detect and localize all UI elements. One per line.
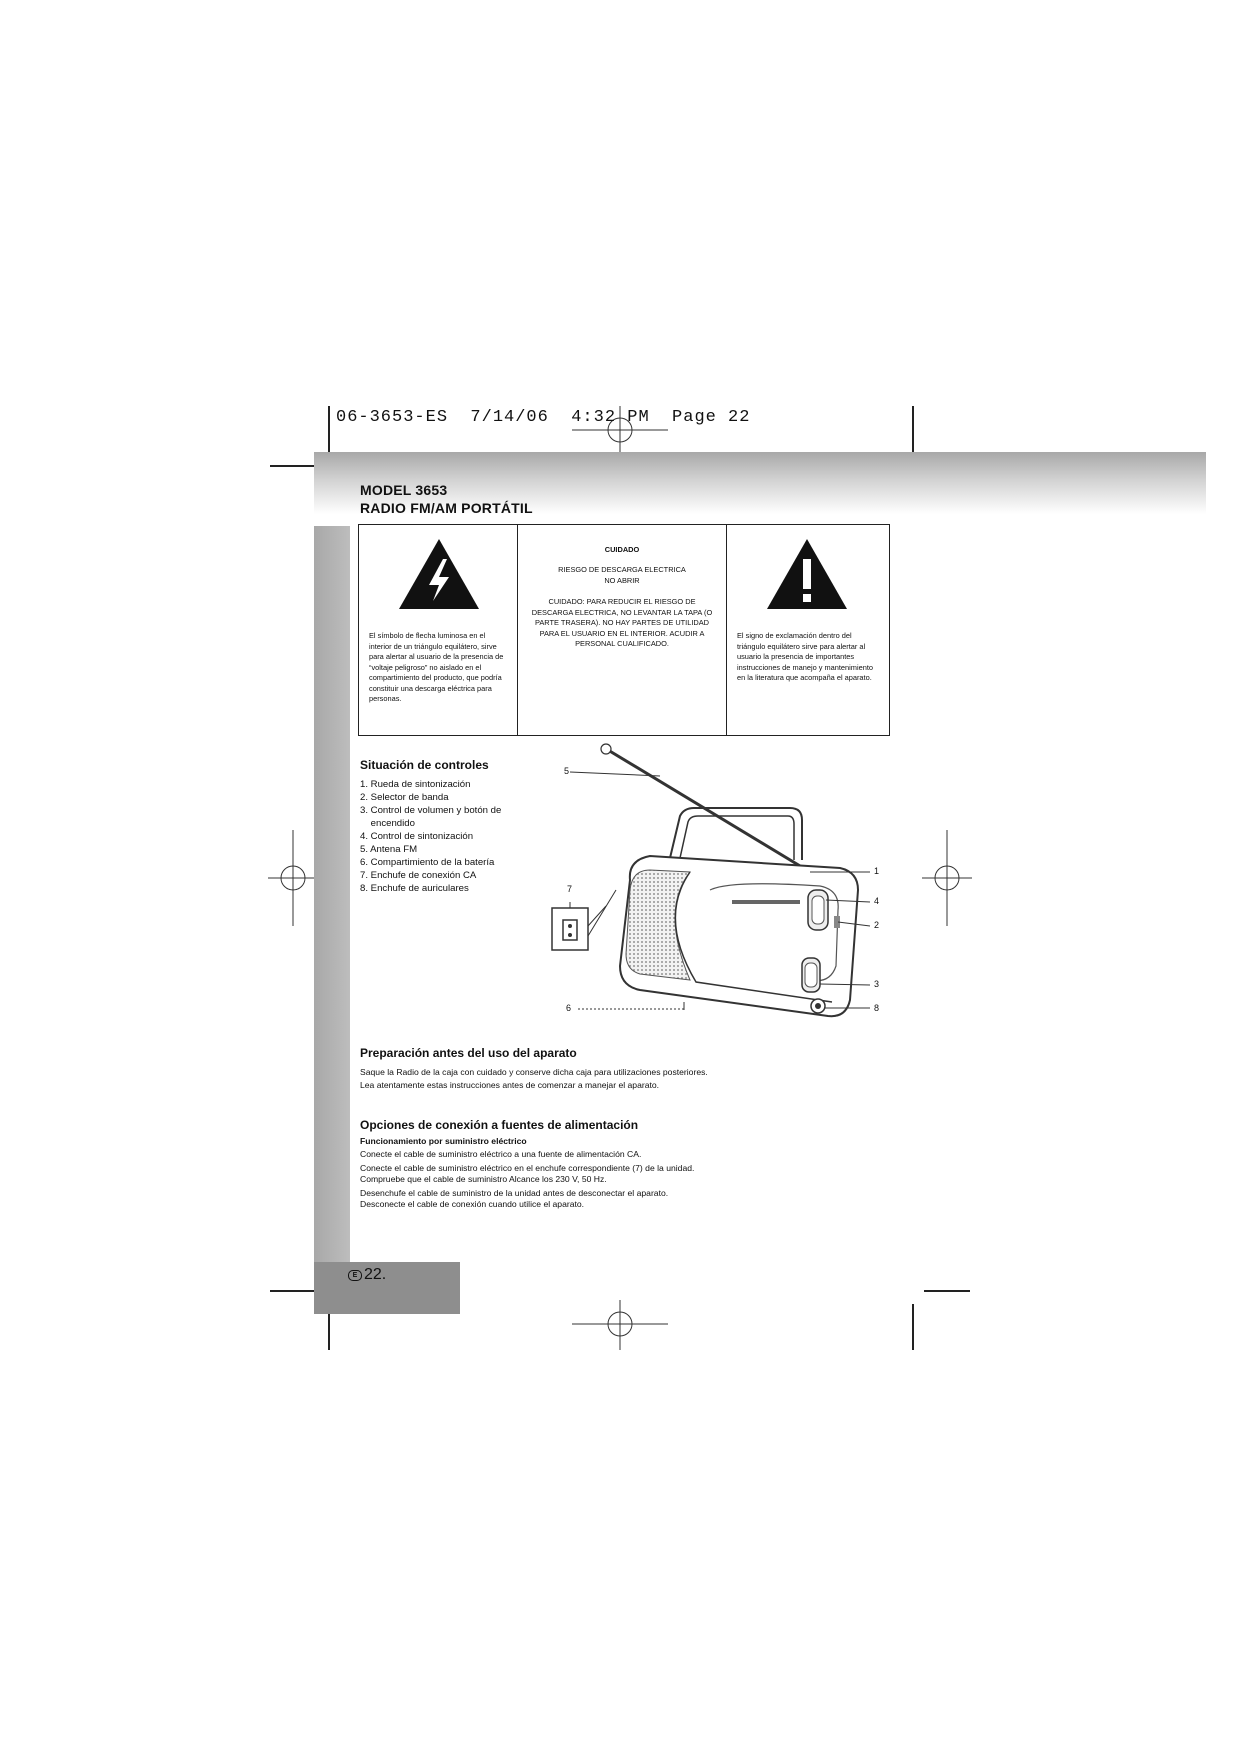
preparation-line: Saque la Radio de la caja con cuidado y conserve dicha caja para utilizaciones posteriores. (360, 1067, 708, 1077)
registration-mark-left (268, 830, 318, 926)
crop-mark (270, 1290, 316, 1292)
page-number-tab (314, 1262, 460, 1314)
product-title: RADIO FM/AM PORTÁTIL (360, 500, 533, 516)
warning-risk-line: RIESGO DE DESCARGA ELECTRICA (558, 565, 686, 574)
crop-mark (328, 406, 330, 452)
preparation-line: Lea atentamente estas instrucciones antes de comenzar a manejar el aparato. (360, 1080, 660, 1090)
language-badge-icon: E (348, 1270, 362, 1281)
radio-illustration (540, 740, 890, 1030)
registration-mark-bottom (572, 1300, 668, 1350)
controls-heading: Situación de controles (360, 758, 489, 772)
list-item: 5. Antena FM (360, 844, 418, 855)
warning-center-column (518, 525, 727, 735)
list-item: 1. Rueda de sintonización (360, 779, 471, 790)
safety-warning-box (358, 524, 890, 736)
crop-mark (924, 1290, 970, 1292)
list-item: 3. Control de volumen y botón de (360, 805, 502, 816)
crop-mark (912, 406, 914, 452)
warning-no-open-line: NO ABRIR (604, 576, 640, 585)
controls-list (360, 778, 501, 895)
callout-label: 3 (874, 979, 880, 989)
list-item: 4. Control de sintonización (360, 831, 474, 842)
callout-label: 7 (567, 884, 573, 894)
page-number-text: 22. (364, 1266, 387, 1283)
registration-mark-right (922, 830, 972, 926)
warning-right-column (727, 525, 889, 735)
crop-mark (912, 1304, 914, 1350)
warning-heading: CUIDADO (604, 545, 640, 554)
power-line: Desenchufe el cable de suministro de la unidad antes de desconectar el aparato. (360, 1188, 669, 1198)
callout-label: 6 (566, 1003, 572, 1013)
callout-label: 8 (874, 1003, 880, 1013)
callout-label: 5 (564, 766, 570, 776)
list-item: 2. Selector de banda (360, 792, 449, 803)
warning-left-column (359, 525, 518, 735)
print-slug: 06-3653-ES 7/14/06 4:32 PM Page 22 (336, 408, 751, 427)
callout-label: 4 (874, 896, 880, 906)
list-item: 6. Compartimiento de la batería (360, 857, 495, 868)
power-subheading: Funcionamiento por suministro eléctrico (360, 1136, 527, 1146)
crop-mark (270, 465, 316, 467)
warning-right-text: El signo de exclamación dentro del triángulo equilátero sirve para alertar al usuario la presencia de importantes instrucciones de manejo y mantenimiento en la literatura que acompaña el aparato. (737, 631, 873, 682)
warning-center-body: CUIDADO: PARA REDUCIR EL RIESGO DE DESCARGA ELECTRICA, NO LEVANTAR LA TAPA (O PARTE TRASERA). NO HAY PARTES DE UTILIDAD PARA EL USUARIO EN EL INTERIOR. ACUDIR A PERSONAL CUALIFICADO. (531, 597, 713, 648)
side-bar (314, 526, 350, 1264)
preparation-heading: Preparación antes del uso del aparato (360, 1046, 577, 1060)
list-item: 8. Enchufe de auriculares (360, 883, 469, 894)
exclamation-triangle-icon (765, 537, 849, 611)
list-item: encendido (360, 818, 415, 829)
power-heading: Opciones de conexión a fuentes de alimentación (360, 1118, 639, 1132)
list-item: 7. Enchufe de conexión CA (360, 870, 477, 881)
callout-label: 1 (874, 866, 880, 876)
page-number (348, 1266, 386, 1284)
power-line: Desconecte el cable de conexión cuando utilice el aparato. (360, 1199, 585, 1209)
callout-label: 2 (874, 920, 880, 930)
warning-left-text: El símbolo de flecha luminosa en el interior de un triángulo equilátero, sirve para alertar al usuario de la presencia de “voltaje peligroso” no aislado en el compartimiento del producto, que podría constituir una descarga eléctrica para personas. (369, 631, 504, 703)
model-title: MODEL 3653 (360, 482, 448, 498)
power-line: Conecte el cable de suministro eléctrico en el enchufe correspondiente (7) de la unidad. (360, 1163, 695, 1173)
power-line: Compruebe que el cable de suministro Alcance los 230 V, 50 Hz. (360, 1174, 607, 1184)
lightning-bolt-triangle-icon (397, 537, 481, 611)
power-line: Conecte el cable de suministro eléctrico a una fuente de alimentación CA. (360, 1149, 642, 1159)
